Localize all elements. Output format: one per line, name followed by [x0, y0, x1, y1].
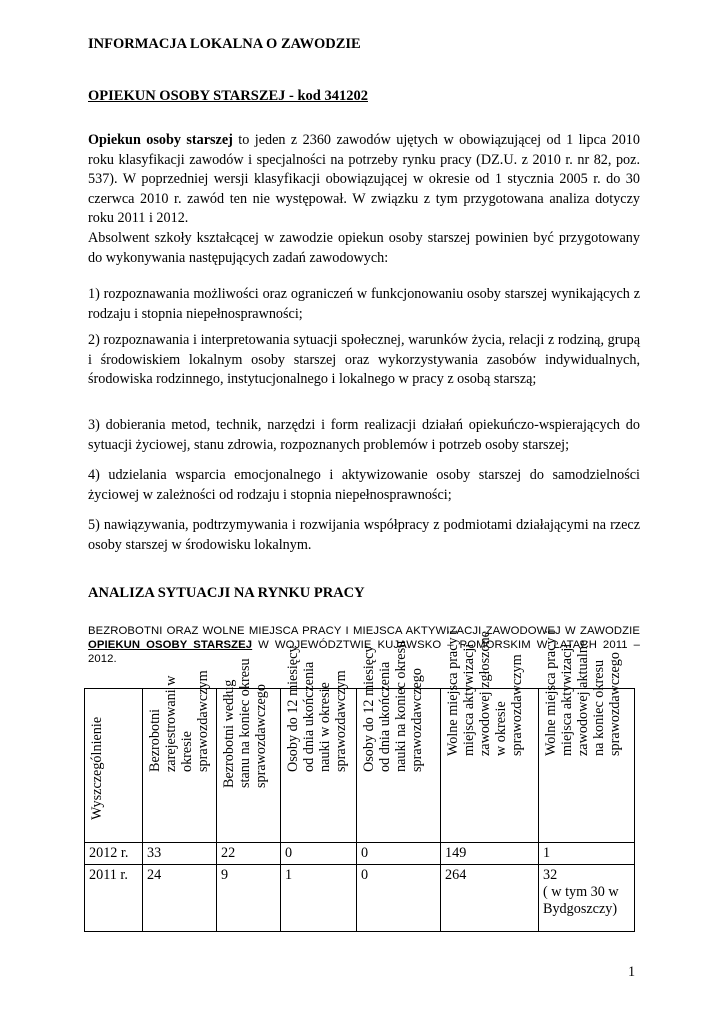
- task-5: 5) nawiązywania, podtrzymywania i rozwijania współpracy z podmiotami działającymi na rzecz osoby starszej w środowisku lokalnym.: [88, 517, 640, 553]
- cell-value: 32: [543, 867, 558, 883]
- header-graduates-end-period: Osoby do 12 miesięcy od dnia ukończenia nauki na koniec okresu sprawozdawczego: [357, 689, 441, 843]
- cell-value: 149: [441, 843, 539, 865]
- cell-value: 22: [217, 843, 281, 865]
- table-row: [85, 865, 635, 932]
- task-3: 3) dobierania metod, technik, narzędzi i form realizacji działań opiekuńczo-wspierających do sytuacji życiowej, stanu zdrowia, rozpoznanych problemów i potrzeb osoby starszej;: [88, 417, 640, 453]
- cell-value: 1: [539, 843, 635, 865]
- row-year: 2012 r.: [85, 843, 143, 865]
- table-row: [85, 843, 635, 865]
- cell-note: ( w tym 30 w Bydgoszczy): [543, 884, 619, 917]
- intro-paragraph: [88, 131, 640, 229]
- table-caption-start: BEZROBOTNI ORAZ WOLNE MIEJSCA PRACY I MIEJSCA AKTYWIZACJI ZAWODOWEJ W ZAWODZIE: [88, 625, 640, 637]
- header-vacancies-reported: Wolne miejsca pracy i miejsca aktywizacji zawodowej zgłoszone w okresie sprawozdawczym: [441, 689, 539, 843]
- document-title: INFORMACJA LOKALNA O ZAWODZIE: [88, 36, 361, 52]
- cell-value: 33: [143, 843, 217, 865]
- table-caption-occupation: OPIEKUN OSOBY STARSZEJ: [88, 639, 253, 651]
- graduate-intro: Absolwent szkoły kształcącej w zawodzie opiekun osoby starszej powinien być przygotowany do wykonywania następujących zadań zawodowych:: [88, 230, 640, 266]
- intro-text: to jeden z 2360 zawodów ujętych w obowiązującej od 1 lipca 2010 roku klasyfikacji zawodów i specjalności na potrzeby rynku pracy (DZ.U. z 2010 r. nr 82, poz. 537). W poprzedniej wersji klasyfikacji obowiązującej w okresie od 1 stycznia 2005 r. do 30 czerwca 2010 r. zawód ten nie występował. W związku z tym przygotowana analiza dotyczy roku 2011 i 2012.: [88, 132, 640, 226]
- row-year: 2011 r.: [85, 865, 143, 932]
- cell-value: 264: [441, 865, 539, 932]
- cell-value: 0: [357, 843, 441, 865]
- task-4: 4) udzielania wsparcia emocjonalnego i aktywizowanie osoby starszej do samodzielności życiowej w zależności od rodzaju i stopnia niepełnosprawności;: [88, 467, 640, 503]
- header-unemployed-end-period: Bezrobotni według stanu na koniec okresu sprawozdawczego: [217, 689, 281, 843]
- cell-value: 0: [357, 865, 441, 932]
- cell-value: 24: [143, 865, 217, 932]
- cell-value: 0: [281, 843, 357, 865]
- intro-bold: Opiekun osoby starszej: [88, 132, 233, 148]
- table-header-row: [85, 689, 635, 843]
- page-number: 1: [628, 964, 636, 980]
- task-2: 2) rozpoznawania i interpretowania sytuacji społecznej, warunków życia, relacji z rodziną, grupą i środowiskiem lokalnym osoby starszej oraz wykorzystywania zasobów indywidualnych, środowiska rodzinnego, instytucjonalnego i lokalnego w pracy z osobą starszą;: [88, 332, 640, 387]
- table-caption-end: W WOJEWÓDZTWIE KUJAWSKO – POMORSKIM W LATACH 2011 – 2012.: [88, 639, 640, 665]
- task-1: 1) rozpoznawania możliwości oraz ograniczeń w funkcjonowaniu osoby starszej wynikających z rodzaju i stopnia niepełnosprawności;: [88, 286, 640, 322]
- analysis-heading: ANALIZA SYTUACJI NA RYNKU PRACY: [88, 585, 365, 601]
- header-vacancies-current: Wolne miejsca pracy i miejsca aktywizacji zawodowej aktualne na koniec okresu sprawozdawczego: [539, 689, 635, 843]
- header-graduates-in-period: Osoby do 12 miesięcy od dnia ukończenia nauki w okresie sprawozdawczym: [281, 689, 357, 843]
- header-registered-unemployed: Bezrobotni zarejestrowani w okresie sprawozdawczym: [143, 689, 217, 843]
- occupation-heading: OPIEKUN OSOBY STARSZEJ - kod 341202: [88, 88, 368, 104]
- cell-value: 9: [217, 865, 281, 932]
- cell-value-with-note: [539, 865, 635, 932]
- cell-value: 1: [281, 865, 357, 932]
- header-wyszczegolnienie: Wyszczególnienie: [85, 689, 143, 843]
